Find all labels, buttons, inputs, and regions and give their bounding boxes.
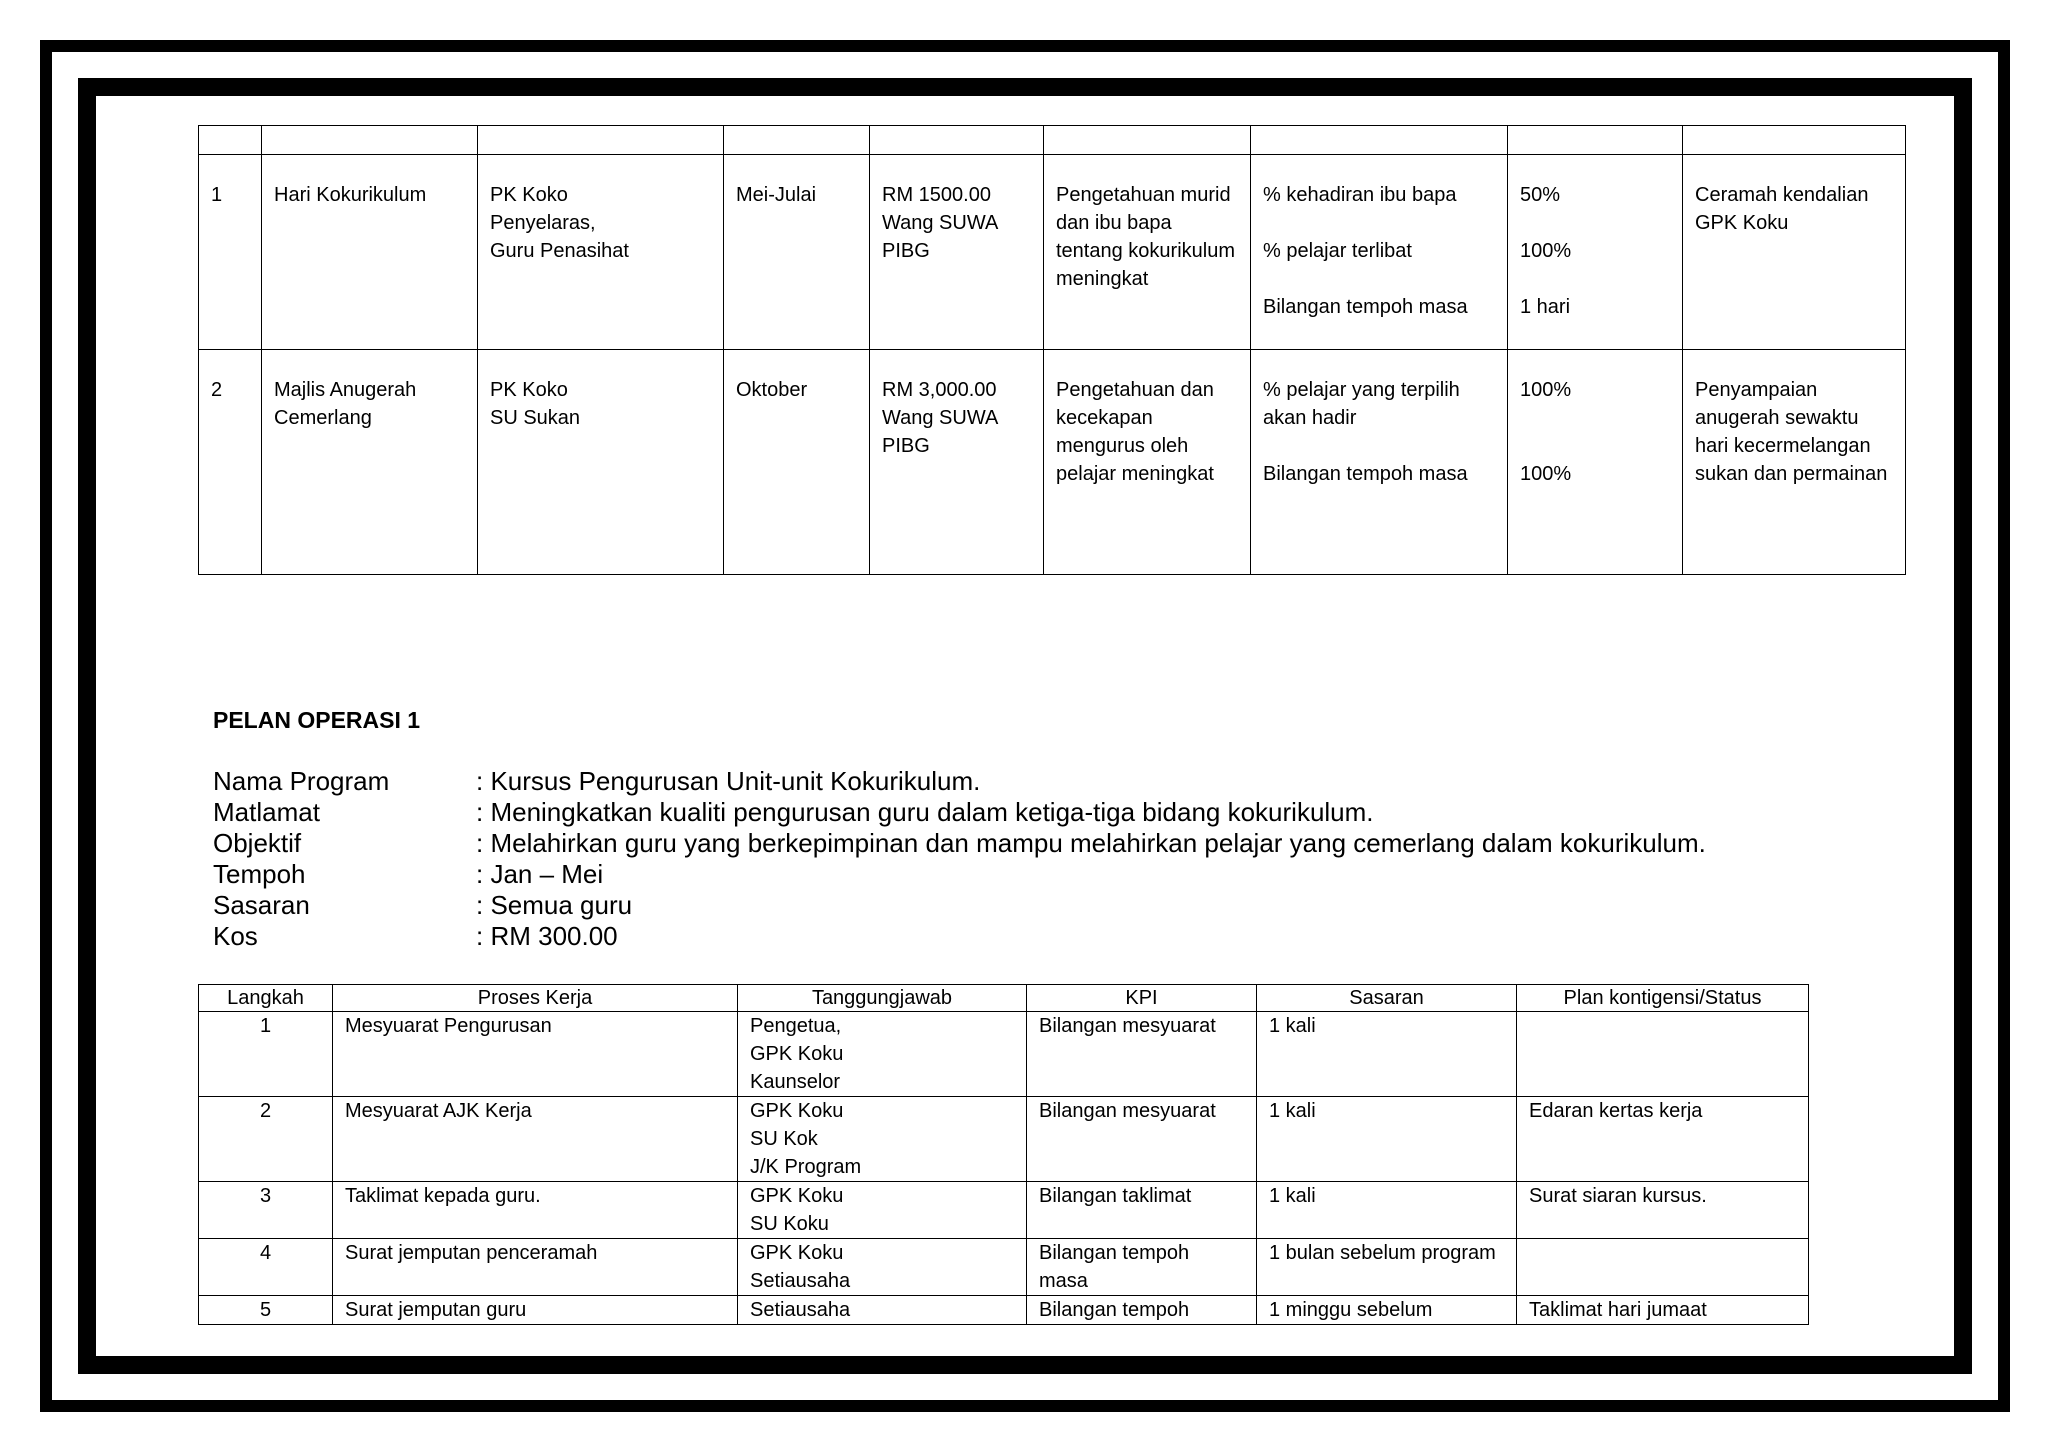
- row-number: 2: [199, 350, 262, 575]
- table-row: [199, 1012, 1809, 1097]
- plan-cell: [1517, 1012, 1809, 1097]
- responsible-cell: PK Koko SU Sukan: [478, 350, 724, 575]
- activity-table: [198, 125, 1906, 575]
- column-header: Proses Kerja: [333, 985, 738, 1012]
- table-row: [199, 1239, 1809, 1296]
- table-row: [199, 350, 1906, 575]
- responsible-cell: Pengetua, GPK Koku Kaunselor: [738, 1012, 1027, 1097]
- info-value: : Semua guru: [476, 890, 633, 920]
- outcome-cell: Pengetahuan murid dan ibu bapa tentang kokurikulum meningkat: [1044, 155, 1251, 350]
- plan-cell: Edaran kertas kerja: [1517, 1097, 1809, 1182]
- responsible-cell: GPK Koku SU Koku: [738, 1182, 1027, 1239]
- period-cell: Oktober: [724, 350, 870, 575]
- target-cell: 1 minggu sebelum: [1257, 1296, 1517, 1325]
- info-row-period: [213, 859, 1706, 890]
- step-number: 4: [199, 1239, 333, 1296]
- target-cell: 1 kali: [1257, 1097, 1517, 1182]
- info-value: : Kursus Pengurusan Unit-unit Kokurikulum.: [476, 766, 981, 796]
- process-cell: Surat jemputan guru: [333, 1296, 738, 1325]
- remarks-cell: Ceramah kendalian GPK Koku: [1683, 155, 1906, 350]
- info-label: Objektif: [213, 828, 302, 858]
- program-cell: Hari Kokurikulum: [262, 155, 478, 350]
- program-cell: Majlis Anugerah Cemerlang: [262, 350, 478, 575]
- outcome-cell: Pengetahuan dan kecekapan mengurus oleh pelajar meningkat: [1044, 350, 1251, 575]
- target-cell: 100% 100%: [1508, 350, 1683, 575]
- info-label: Tempoh: [213, 859, 306, 889]
- info-label: Nama Program: [213, 766, 390, 796]
- responsible-cell: Setiausaha: [738, 1296, 1027, 1325]
- process-cell: Surat jemputan penceramah: [333, 1239, 738, 1296]
- plan-cell: Taklimat hari jumaat: [1517, 1296, 1809, 1325]
- responsible-cell: GPK Koku SU Kok J/K Program: [738, 1097, 1027, 1182]
- plan-cell: [1517, 1239, 1809, 1296]
- section-title: PELAN OPERASI 1: [213, 707, 421, 733]
- kpi-cell: Bilangan mesyuarat: [1027, 1097, 1257, 1182]
- info-value: : RM 300.00: [476, 921, 618, 951]
- column-header: Plan kontigensi/Status: [1517, 985, 1809, 1012]
- info-row-objective: [213, 828, 1706, 859]
- kpi-cell: Bilangan mesyuarat: [1027, 1012, 1257, 1097]
- plan-cell: Surat siaran kursus.: [1517, 1182, 1809, 1239]
- target-cell: 50% 100% 1 hari: [1508, 155, 1683, 350]
- process-cell: Mesyuarat Pengurusan: [333, 1012, 738, 1097]
- steps-header-row: [199, 985, 1809, 1012]
- column-header: Sasaran: [1257, 985, 1517, 1012]
- info-row-program-name: [213, 766, 1706, 797]
- table-row: [199, 1296, 1809, 1325]
- step-number: 2: [199, 1097, 333, 1182]
- steps-table: [198, 984, 1809, 1325]
- kpi-cell: Bilangan tempoh masa: [1027, 1239, 1257, 1296]
- period-cell: Mei-Julai: [724, 155, 870, 350]
- kpi-cell: % pelajar yang terpilih akan hadir Bilangan tempoh masa: [1251, 350, 1508, 575]
- column-header: Tanggungjawab: [738, 985, 1027, 1012]
- table-row: [199, 1182, 1809, 1239]
- info-label: Kos: [213, 921, 258, 951]
- cost-cell: RM 1500.00 Wang SUWA PIBG: [870, 155, 1044, 350]
- program-info: [213, 766, 1706, 952]
- info-value: : Jan – Mei: [476, 859, 604, 889]
- step-number: 5: [199, 1296, 333, 1325]
- info-label: Matlamat: [213, 797, 320, 827]
- info-label: Sasaran: [213, 890, 310, 920]
- target-cell: 1 bulan sebelum program: [1257, 1239, 1517, 1296]
- kpi-cell: Bilangan tempoh: [1027, 1296, 1257, 1325]
- remarks-cell: Penyampaian anugerah sewaktu hari kecermelangan sukan dan permainan: [1683, 350, 1906, 575]
- info-row-target: [213, 890, 1706, 921]
- step-number: 3: [199, 1182, 333, 1239]
- process-cell: Mesyuarat AJK Kerja: [333, 1097, 738, 1182]
- info-row-goal: [213, 797, 1706, 828]
- responsible-cell: PK Koko Penyelaras, Guru Penasihat: [478, 155, 724, 350]
- info-value: : Melahirkan guru yang berkepimpinan dan mampu melahirkan pelajar yang cemerlang dalam kokurikulum.: [476, 828, 1706, 858]
- kpi-cell: Bilangan taklimat: [1027, 1182, 1257, 1239]
- row-number: 1: [199, 155, 262, 350]
- target-cell: 1 kali: [1257, 1012, 1517, 1097]
- process-cell: Taklimat kepada guru.: [333, 1182, 738, 1239]
- table-row: [199, 155, 1906, 350]
- kpi-cell: % kehadiran ibu bapa % pelajar terlibat Bilangan tempoh masa: [1251, 155, 1508, 350]
- table-row: [199, 1097, 1809, 1182]
- info-row-cost: [213, 921, 1706, 952]
- column-header: Langkah: [199, 985, 333, 1012]
- column-header: KPI: [1027, 985, 1257, 1012]
- step-number: 1: [199, 1012, 333, 1097]
- target-cell: 1 kali: [1257, 1182, 1517, 1239]
- info-value: : Meningkatkan kualiti pengurusan guru dalam ketiga-tiga bidang kokurikulum.: [476, 797, 1374, 827]
- cost-cell: RM 3,000.00 Wang SUWA PIBG: [870, 350, 1044, 575]
- responsible-cell: GPK Koku Setiausaha: [738, 1239, 1027, 1296]
- activity-header-row: [199, 126, 1906, 155]
